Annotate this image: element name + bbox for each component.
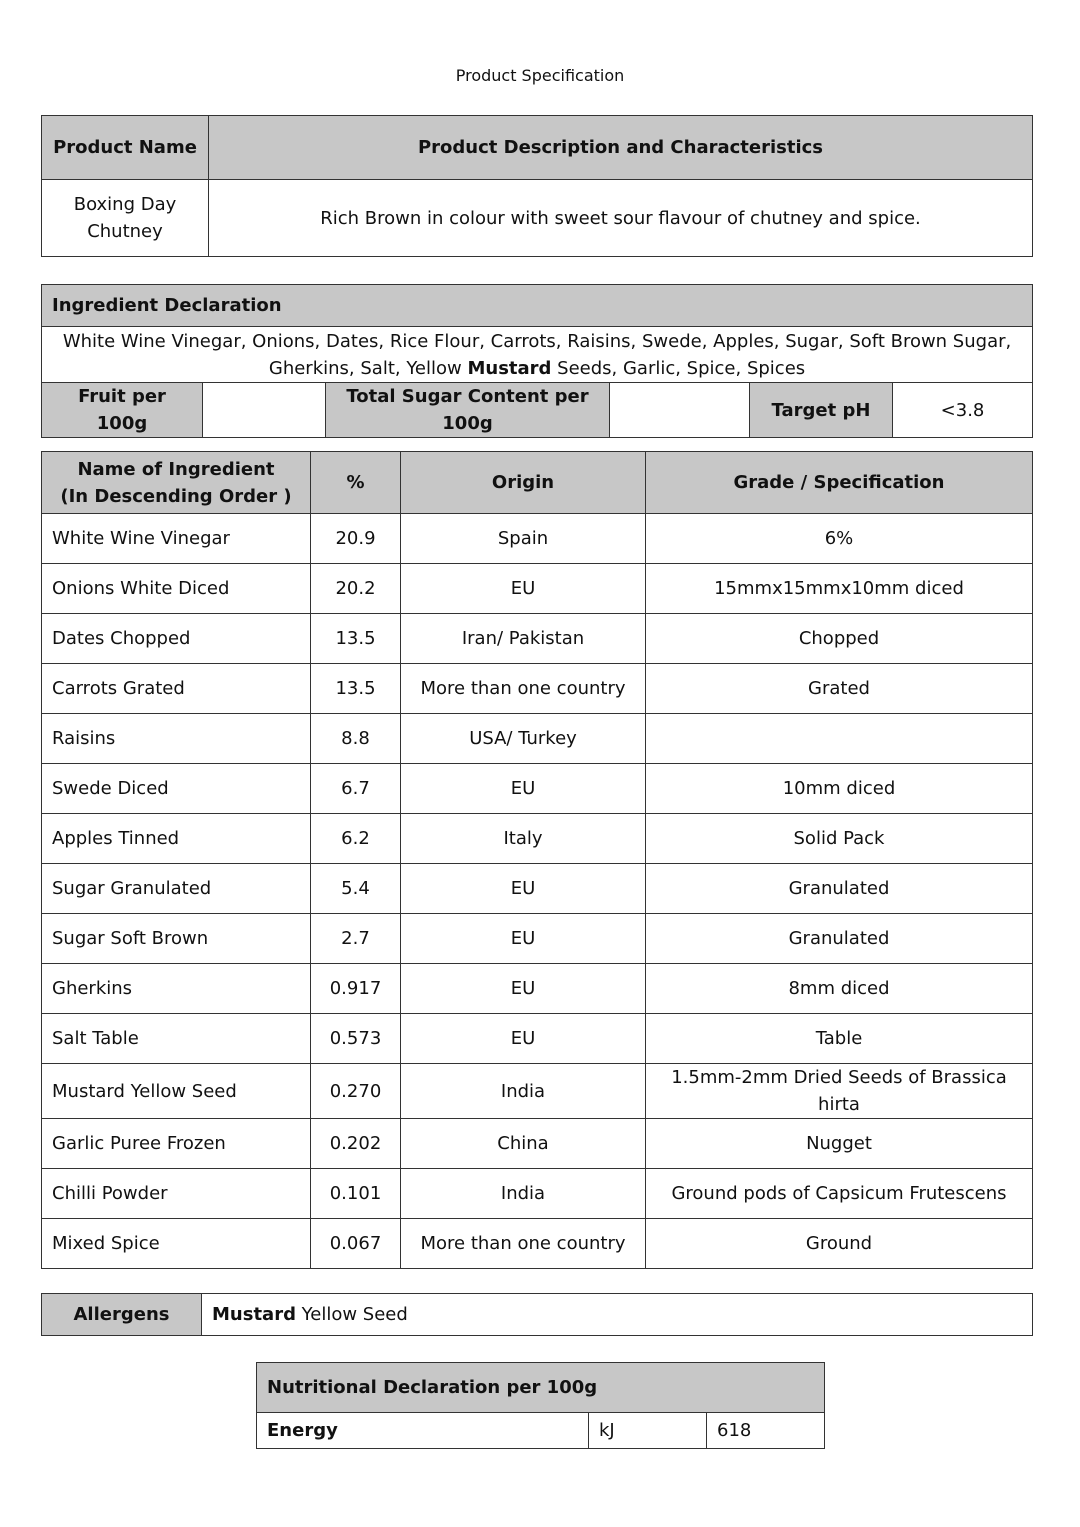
table-row (42, 764, 1033, 814)
ingredient-percent-cell: 5.4 (311, 864, 401, 914)
ingredient-name-cell: Gherkins (42, 964, 311, 1014)
ingredient-percent-cell: 6.2 (311, 814, 401, 864)
ingredient-percent-cell: 0.917 (311, 964, 401, 1014)
energy-label: Energy (257, 1413, 589, 1449)
ingredient-name-cell: Mustard Yellow Seed (42, 1064, 311, 1119)
energy-unit: kJ (589, 1413, 707, 1449)
table-row (42, 964, 1033, 1014)
energy-value: 618 (707, 1413, 825, 1449)
ingredient-text-part: Seeds, Garlic, Spice, Spices (551, 357, 806, 379)
ingredient-name-cell: White Wine Vinegar (42, 514, 311, 564)
ingredient-grade-cell: 1.5mm-2mm Dried Seeds of Brassica hirta (646, 1064, 1033, 1119)
table-row (42, 1219, 1033, 1269)
ingredient-composition-table (41, 451, 1033, 1269)
column-header-line: (In Descending Order ) (60, 485, 292, 507)
column-header-grade: Grade / Specification (646, 452, 1033, 514)
ingredient-grade-cell: Ground pods of Capsicum Frutescens (646, 1169, 1033, 1219)
ingredient-origin-cell: EU (401, 864, 646, 914)
table-row (42, 1014, 1033, 1064)
ingredient-grade-cell: Table (646, 1014, 1033, 1064)
product-name-header: Product Name (42, 116, 209, 180)
ingredient-origin-cell: EU (401, 1014, 646, 1064)
column-header-percent: % (311, 452, 401, 514)
ingredient-grade-cell: 6% (646, 514, 1033, 564)
ingredient-grade-cell: Ground (646, 1219, 1033, 1269)
ingredient-percent-cell: 20.9 (311, 514, 401, 564)
ingredient-name-cell: Apples Tinned (42, 814, 311, 864)
allergen-highlight: Mustard (212, 1304, 296, 1325)
ingredient-origin-cell: More than one country (401, 664, 646, 714)
ingredient-grade-cell (646, 714, 1033, 764)
ingredient-origin-cell: EU (401, 764, 646, 814)
ingredient-origin-cell: Iran/ Pakistan (401, 614, 646, 664)
ingredient-origin-cell: EU (401, 964, 646, 1014)
ingredient-name-cell: Swede Diced (42, 764, 311, 814)
target-ph-label: Target pH (750, 383, 893, 438)
ingredient-origin-cell: EU (401, 914, 646, 964)
total-sugar-label: Total Sugar Content per 100g (326, 383, 610, 438)
ingredient-percent-cell: 2.7 (311, 914, 401, 964)
ingredient-origin-cell: EU (401, 564, 646, 614)
ingredient-origin-cell: China (401, 1119, 646, 1169)
ingredient-name-cell: Onions White Diced (42, 564, 311, 614)
ingredient-percent-cell: 20.2 (311, 564, 401, 614)
product-name-line1: Boxing Day (73, 194, 177, 215)
table-row (42, 1064, 1033, 1119)
fruit-per-100g-value (203, 383, 326, 438)
ingredient-grade-cell: 10mm diced (646, 764, 1033, 814)
nutrition-table (256, 1362, 825, 1449)
ingredient-grade-cell: Solid Pack (646, 814, 1033, 864)
ingredient-name-cell: Raisins (42, 714, 311, 764)
ingredient-origin-cell: USA/ Turkey (401, 714, 646, 764)
ingredient-percent-cell: 13.5 (311, 614, 401, 664)
table-row (42, 664, 1033, 714)
allergens-label: Allergens (42, 1294, 202, 1336)
ingredient-name-cell: Sugar Soft Brown (42, 914, 311, 964)
ingredient-text-line2 (52, 355, 1022, 382)
ingredient-grade-cell: 8mm diced (646, 964, 1033, 1014)
ingredient-text-part: Gherkins, Salt, Yellow (268, 357, 468, 379)
table-row (42, 714, 1033, 764)
ingredient-allergen-highlight: Mustard (467, 357, 552, 379)
ingredient-percent-cell: 0.270 (311, 1064, 401, 1119)
ingredient-origin-cell: Spain (401, 514, 646, 564)
ingredient-origin-cell: India (401, 1169, 646, 1219)
ingredient-grade-cell: Granulated (646, 914, 1033, 964)
nutrition-header: Nutritional Declaration per 100g (257, 1363, 825, 1413)
table-row (42, 1119, 1033, 1169)
ingredient-grade-cell: Grated (646, 664, 1033, 714)
ingredient-percent-cell: 0.067 (311, 1219, 401, 1269)
ingredient-percent-cell: 6.7 (311, 764, 401, 814)
product-name-line2: Chutney (87, 221, 163, 242)
table-row (42, 1169, 1033, 1219)
table-row (42, 814, 1033, 864)
total-sugar-value (610, 383, 750, 438)
product-description-header: Product Description and Characteristics (209, 116, 1033, 180)
product-description: Rich Brown in colour with sweet sour flavour of chutney and spice. (209, 180, 1033, 257)
allergens-table (41, 1293, 1033, 1336)
page-title: Product Specification (455, 66, 625, 85)
product-table (41, 115, 1033, 257)
ingredient-name-cell: Chilli Powder (42, 1169, 311, 1219)
ingredient-declaration-header: Ingredient Declaration (42, 285, 1033, 327)
column-header-line: Name of Ingredient (77, 458, 275, 480)
table-row (42, 614, 1033, 664)
ingredient-name-cell: Salt Table (42, 1014, 311, 1064)
ingredient-name-cell: Mixed Spice (42, 1219, 311, 1269)
ingredient-percent-cell: 0.202 (311, 1119, 401, 1169)
table-row (42, 864, 1033, 914)
ingredient-grade-cell: Nugget (646, 1119, 1033, 1169)
column-header-origin: Origin (401, 452, 646, 514)
table-row (42, 914, 1033, 964)
ingredient-percent-cell: 13.5 (311, 664, 401, 714)
column-header-ingredient-name (42, 452, 311, 514)
fruit-per-100g-label: Fruit per 100g (42, 383, 203, 438)
ingredient-origin-cell: More than one country (401, 1219, 646, 1269)
allergen-text: Yellow Seed (295, 1304, 408, 1325)
ingredient-declaration-text (42, 327, 1033, 383)
ingredient-percent-cell: 0.101 (311, 1169, 401, 1219)
ingredient-grade-cell: Chopped (646, 614, 1033, 664)
product-name-cell (42, 180, 209, 257)
target-ph-value: <3.8 (893, 383, 1033, 438)
ingredient-grade-cell: 15mmx15mmx10mm diced (646, 564, 1033, 614)
table-row (42, 564, 1033, 614)
ingredient-declaration-table (41, 284, 1033, 438)
ingredient-percent-cell: 0.573 (311, 1014, 401, 1064)
allergens-value (202, 1294, 1033, 1336)
ingredient-grade-cell: Granulated (646, 864, 1033, 914)
ingredient-name-cell: Garlic Puree Frozen (42, 1119, 311, 1169)
ingredient-name-cell: Carrots Grated (42, 664, 311, 714)
ingredient-percent-cell: 8.8 (311, 714, 401, 764)
ingredient-origin-cell: Italy (401, 814, 646, 864)
ingredient-origin-cell: India (401, 1064, 646, 1119)
table-row (42, 514, 1033, 564)
ingredient-name-cell: Sugar Granulated (42, 864, 311, 914)
ingredient-text-line1: White Wine Vinegar, Onions, Dates, Rice Flour, Carrots, Raisins, Swede, Apples, Sugar, Soft Brown Sugar, (62, 330, 1012, 352)
ingredient-name-cell: Dates Chopped (42, 614, 311, 664)
composition-body (42, 514, 1033, 1269)
